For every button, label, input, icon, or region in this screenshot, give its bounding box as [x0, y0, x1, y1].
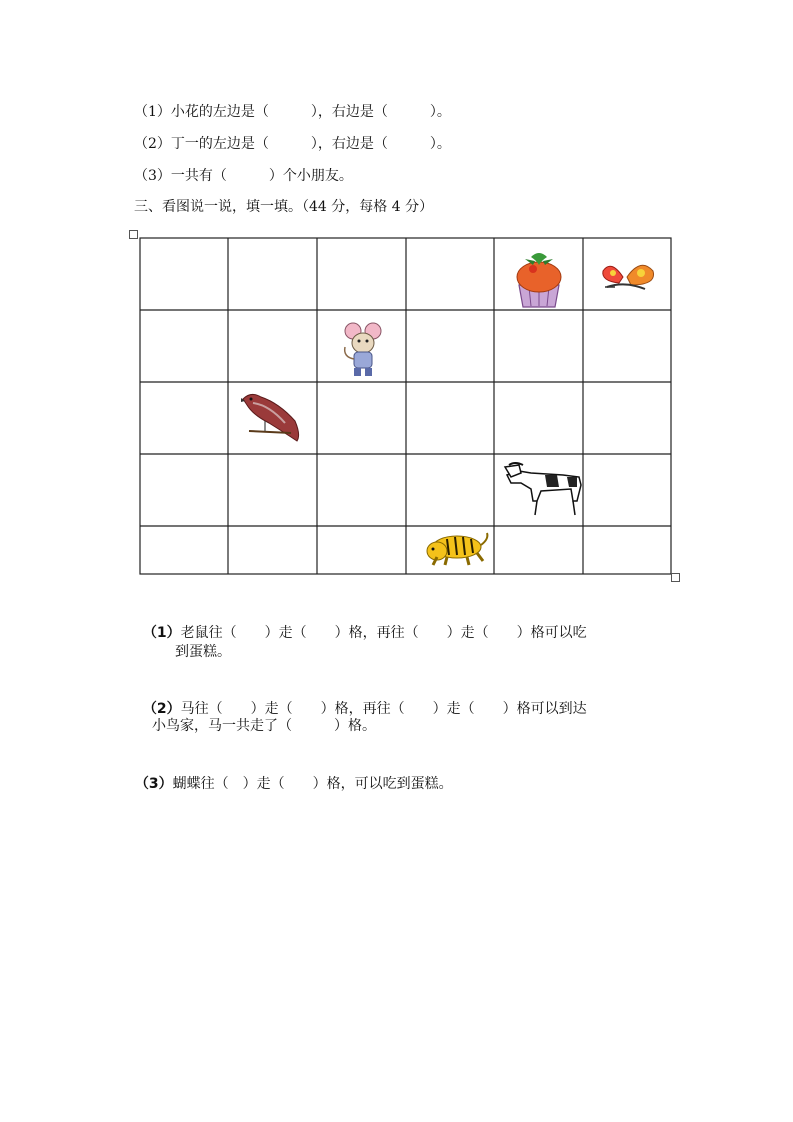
mouse-icon: [345, 323, 381, 376]
question-2-2: （2）丁一的左边是（ ），右边是（ ）。: [134, 136, 451, 152]
question-3-2-number: （2）: [142, 701, 181, 717]
question-3-3-number: （3）: [134, 776, 173, 792]
question-3-2-text-a: 马往（ ）走（ ）格，再往（ ）走（ ）格可以到达: [180, 701, 587, 717]
question-3-1-text-a: 老鼠往（ ）走（ ）格，再往（ ）走（ ）格可以吃: [180, 625, 587, 641]
table-handle-bottom-right: [671, 573, 680, 582]
question-3-3-text-a: 蝴蝶往（ ）走（ ）格，可以吃到蛋糕。: [172, 776, 453, 792]
question-3-1: [134, 603, 587, 643]
horse-icon: [505, 463, 581, 515]
question-3-2: [134, 679, 587, 719]
bird-icon: [241, 394, 299, 441]
butterfly-icon: [603, 265, 654, 289]
position-grid: [139, 237, 673, 577]
section-3-heading: 三、看图说一说，填一填。（44 分，每格 4 分）: [134, 199, 434, 215]
question-3-3: [126, 754, 453, 794]
cupcake-icon: [517, 253, 561, 307]
question-3-1-continued: 到蛋糕。: [175, 644, 231, 660]
question-3-2-continued: 小鸟家，马一共走了（ ）格。: [152, 718, 376, 734]
tiger-icon: [427, 533, 487, 565]
grid-lines: [140, 238, 671, 574]
question-2-1: （1）小花的左边是（ ），右边是（ ）。: [134, 104, 451, 120]
question-3-1-number: （1）: [142, 625, 181, 641]
table-handle-top-left: [129, 230, 138, 239]
question-2-3: （3）一共有（ ）个小朋友。: [134, 168, 353, 184]
